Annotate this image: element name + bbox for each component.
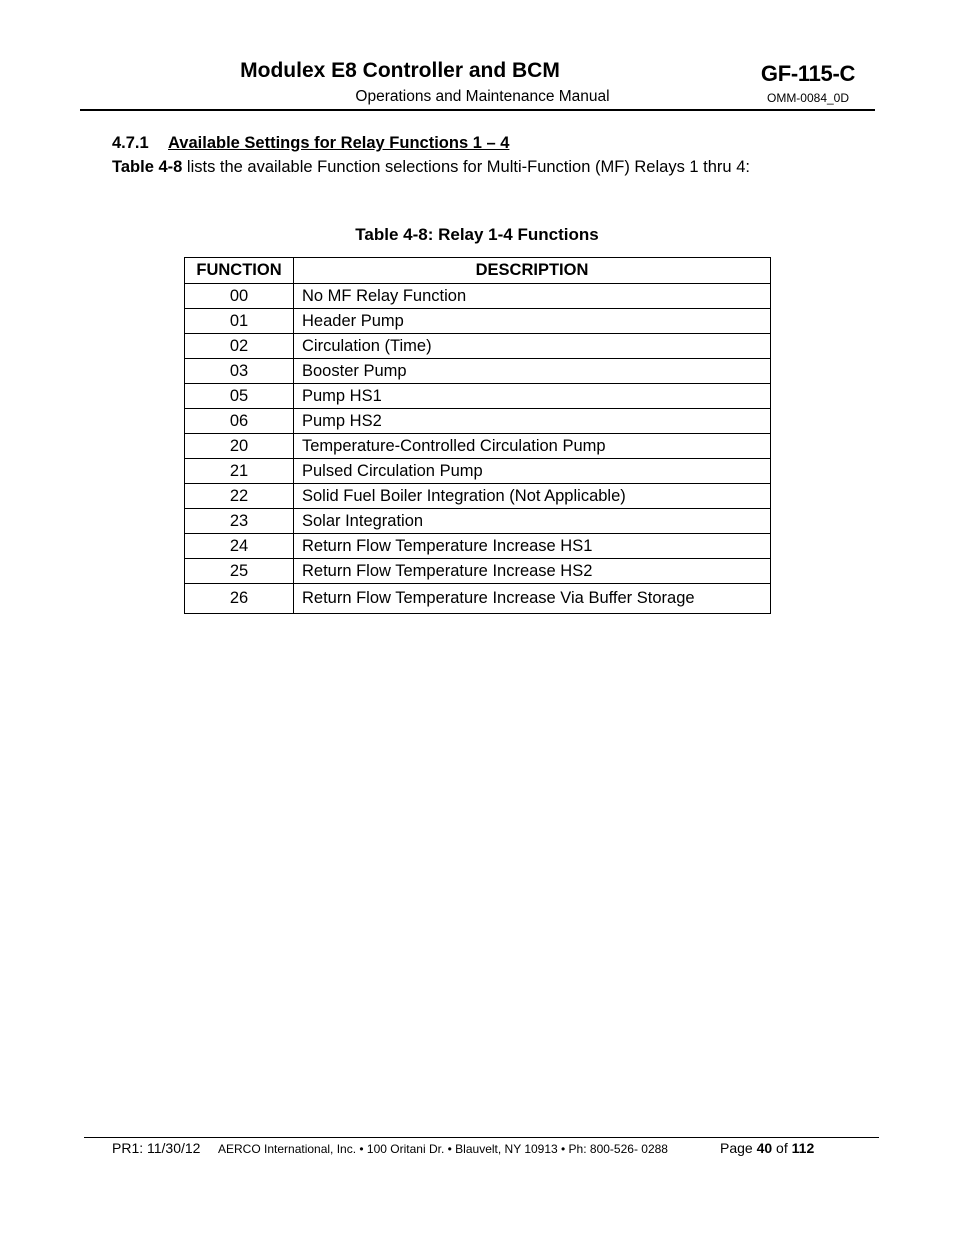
intro-text: lists the available Function selections for Multi-Function (MF) Relays 1 thru 4: [182,158,750,176]
table-row [185,334,771,359]
table-row [185,284,771,309]
function-description-cell: Booster Pump [294,359,771,384]
function-code-cell: 24 [185,534,294,559]
function-description-cell: No MF Relay Function [294,284,771,309]
section-intro [112,158,750,177]
function-code-cell: 05 [185,384,294,409]
document-title: Modulex E8 Controller and BCM [240,59,560,82]
function-code-cell: 26 [185,584,294,614]
table-row [185,534,771,559]
function-code-cell: 00 [185,284,294,309]
function-code-cell: 25 [185,559,294,584]
column-header-description: DESCRIPTION [294,258,771,284]
header-divider [80,109,875,111]
section-title: Available Settings for Relay Functions 1 – 4 [168,134,510,152]
table-row [185,509,771,534]
table-row [185,484,771,509]
table-row [185,409,771,434]
function-description-cell: Return Flow Temperature Increase HS1 [294,534,771,559]
function-code-cell: 23 [185,509,294,534]
function-code-cell: 01 [185,309,294,334]
page-of: of [772,1140,792,1156]
table-caption: Table 4-8: Relay 1-4 Functions [355,225,599,244]
table-row [185,434,771,459]
function-description-cell: Return Flow Temperature Increase HS2 [294,559,771,584]
table-row [185,309,771,334]
table-row [185,359,771,384]
relay-functions-table [184,257,771,614]
section-heading [112,134,509,153]
function-code-cell: 02 [185,334,294,359]
function-description-cell: Solid Fuel Boiler Integration (Not Applicable) [294,484,771,509]
function-code-cell: 06 [185,409,294,434]
function-description-cell: Pump HS2 [294,409,771,434]
document-code: GF-115-C [760,61,856,86]
table-row [185,459,771,484]
function-description-cell: Circulation (Time) [294,334,771,359]
page-label: Page [720,1140,757,1156]
page-current: 40 [756,1140,773,1156]
function-description-cell: Header Pump [294,309,771,334]
column-header-function: FUNCTION [185,258,294,284]
page-total: 112 [791,1140,815,1156]
function-description-cell: Solar Integration [294,509,771,534]
table-row [185,584,771,614]
section-number: 4.7.1 [112,134,149,152]
function-code-cell: 21 [185,459,294,484]
document-number: OMM-0084_0D [766,91,850,105]
table-reference: Table 4-8 [112,158,183,176]
table-row [185,384,771,409]
function-code-cell: 20 [185,434,294,459]
footer-address: AERCO International, Inc. • 100 Oritani Dr. • Blauvelt, NY 10913 • Ph: 800-526- 0288 [218,1142,668,1156]
function-description-cell: Pulsed Circulation Pump [294,459,771,484]
document-subtitle: Operations and Maintenance Manual [355,88,610,105]
function-description-cell: Temperature-Controlled Circulation Pump [294,434,771,459]
table-header-row [185,258,771,284]
function-code-cell: 03 [185,359,294,384]
function-description-cell: Return Flow Temperature Increase Via Buffer Storage [294,584,771,614]
footer-divider [84,1137,879,1138]
function-code-cell: 22 [185,484,294,509]
footer-revision: PR1: 11/30/12 [112,1140,201,1156]
page-number [720,1140,814,1156]
table-row [185,559,771,584]
function-description-cell: Pump HS1 [294,384,771,409]
